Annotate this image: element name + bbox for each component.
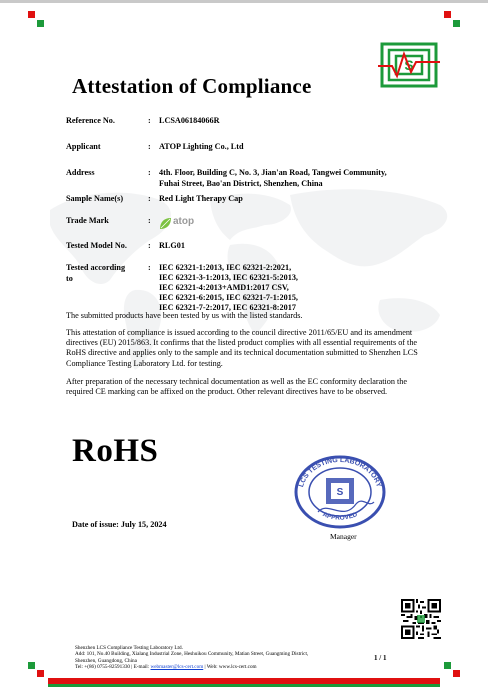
standard-line: IEC 62321-3-1:2013, IEC 62321-5:2013, <box>159 273 298 282</box>
paragraph-attestation: This attestation of compliance is issued according to the council directive 2011/65/EU and its amendment directives (EU) 2015/863. It confirms that the listed product complies with all essential requirements of the RoHS directive and applies only to the sample and its technical documentation submitted to Shenzhen LCS Compliance Testing Laboratory Ltd. for testing. <box>66 328 418 368</box>
address-label: Address <box>66 168 95 177</box>
corner-square-red <box>444 11 451 18</box>
sample-label: Sample Name(s) <box>66 194 124 203</box>
paragraph-tested: The submitted products have been tested by us with the listed standards. <box>66 311 303 320</box>
footer-city: Shenzhen, Guangdong, China <box>75 657 137 664</box>
svg-text:S: S <box>336 487 344 498</box>
svg-text:APPROVED <box>321 511 358 522</box>
standard-line: IEC 62321-4:2013+AMD1:2017 CSV, <box>159 283 289 292</box>
applicant-label: Applicant <box>66 142 101 151</box>
stamp-bottom-text: APPROVED <box>321 511 359 522</box>
bottom-green-bar <box>48 684 440 687</box>
paragraph-preparation: After preparation of the necessary technical documentation as well as the EC conformity declaration the required CE marking can be affixed on the product. Other relevant directives have to be observed. <box>66 377 408 397</box>
colon: : <box>148 116 151 125</box>
date-of-issue: Date of issue: July 15, 2024 <box>72 520 167 529</box>
document-title: Attestation of Compliance <box>72 74 312 98</box>
reference-label: Reference No. <box>66 116 115 125</box>
corner-square-red <box>37 670 44 677</box>
rohs-heading: RoHS <box>72 433 159 469</box>
manager-signature-label: Manager <box>330 532 357 541</box>
tested-label-line-1: Tested according <box>66 263 126 272</box>
page-number: 1 / 1 <box>374 654 387 662</box>
address-line-1: 4th. Floor, Building C, No. 3, Jian'an Road, Tangwei Community, <box>159 168 387 177</box>
colon: : <box>148 168 151 177</box>
corner-square-green <box>28 662 35 669</box>
model-value: RLG01 <box>159 241 185 250</box>
lcs-logo <box>378 42 440 92</box>
colon: : <box>148 194 151 203</box>
corner-square-green <box>444 662 451 669</box>
stamp-top-text: LCS TESTING LABORATORY <box>297 456 383 489</box>
qr-code <box>401 599 441 639</box>
top-border <box>0 0 488 3</box>
footer-company: Shenzhen LCS Compliance Testing Laboratory Ltd. <box>75 645 183 651</box>
footer-tel: Tel: +(86) 0755-82591330 | E-mail: <box>75 663 151 670</box>
reference-value: LCSA06184066R <box>159 116 220 125</box>
colon: : <box>148 241 151 250</box>
trademark-label: Trade Mark <box>66 216 109 225</box>
colon: : <box>148 263 151 272</box>
footer-address: Add: 101, No.40 Building, Xialang Industrial Zone, Heshuikou Community, Matian Street, Guangming District, <box>75 651 309 658</box>
footer-email-link[interactable]: webmaster@lcs-cert.com <box>150 663 204 670</box>
standard-line: IEC 62321-1:2013, IEC 62321-2:2021, <box>159 263 292 272</box>
footer-web: | Web: www.lcs-cert.com <box>203 663 257 670</box>
corner-square-green <box>37 20 44 27</box>
approval-stamp <box>288 452 392 530</box>
corner-square-red <box>28 11 35 18</box>
corner-square-red <box>453 670 460 677</box>
standard-line: IEC 62321-7-2:2017, IEC 62321-8:2017 <box>159 303 296 312</box>
atop-logo-text: atop <box>173 216 195 227</box>
corner-square-green <box>453 20 460 27</box>
tested-label-line-2: to <box>66 273 73 283</box>
colon: : <box>148 142 151 151</box>
footer <box>75 645 308 670</box>
colon: : <box>148 216 151 225</box>
atop-trademark-logo <box>159 217 199 230</box>
footer-contact <box>75 664 308 670</box>
model-label: Tested Model No. <box>66 241 127 250</box>
standard-line: IEC 62321-6:2015, IEC 62321-7-1:2015, <box>159 293 298 302</box>
applicant-value: ATOP Lighting Co., Ltd <box>159 142 244 151</box>
sample-value: Red Light Therapy Cap <box>159 194 243 203</box>
address-line-2: Fuhai Street, Bao'an District, Shenzhen, China <box>159 178 323 188</box>
svg-text:S: S <box>404 57 414 73</box>
